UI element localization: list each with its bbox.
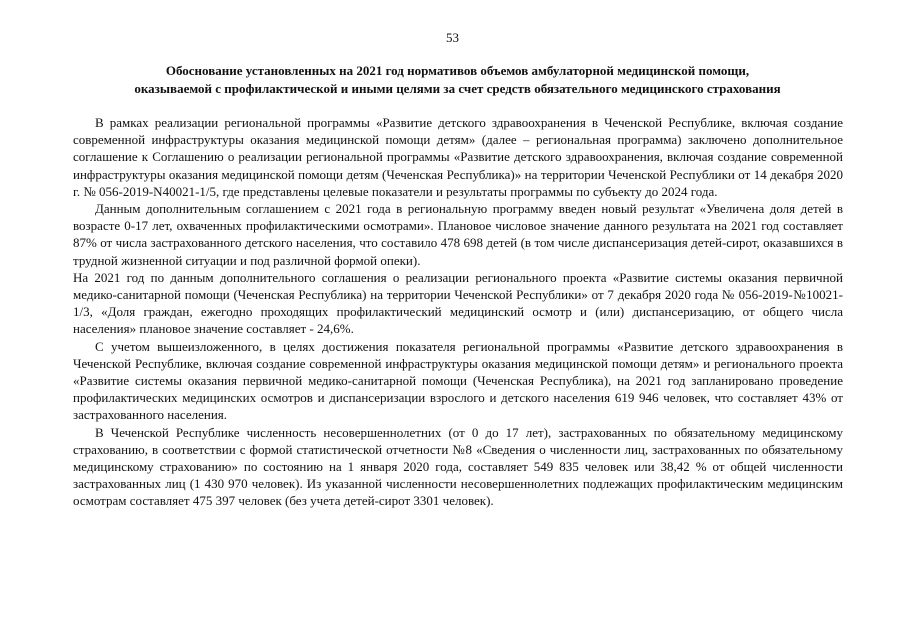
document-title-line-1: Обоснование установленных на 2021 год нормативов объемов амбулаторной медицинской помощи, (165, 63, 750, 78)
document-body (73, 114, 843, 510)
page-number: 53 (446, 30, 459, 45)
paragraph-regional-program: В рамках реализации региональной программы «Развитие детского здравоохранения в Чеченской Республике, включая создание современной инфраструктуры оказания медицинской помощи детям» (далее – региональная программа) заключено дополнительное соглашение к Соглашению о реализации региональной программы «Развитие детского здравоохранения, включая создание современной инфраструктуры оказания медицинской помощи детям (Чеченская Республика)» на территории Чеченской Республики от 14 декабря 2020 г. № 056-2019-N40021-1/5, где представлены целевые показатели и результаты программы по субъекту до 2024 года. (73, 115, 843, 199)
document-title (70, 62, 845, 98)
paragraph-regional-project: На 2021 год по данным дополнительного соглашения о реализации регионального проекта «Развитие системы оказания первичной медико-санитарной помощи (Чеченская Республика) на территории Чеченской Республики» от 7 декабря 2020 года № 056-2019-№10021-1/3, «Доля граждан, ежегодно проходящих профилактический медицинский осмотр и (или) диспансеризацию, от общего числа населения» плановое значение составляет - 24,6%. (73, 269, 843, 337)
document-title-line-2: оказываемой с профилактической и иными целями за счет средств обязательного медицинского страхования (134, 81, 781, 96)
paragraph-planned-examinations: С учетом вышеизложенного, в целях достижения показателя региональной программы «Развитие детского здравоохранения в Чеченской Республике, включая создание современной инфраструктуры оказания медицинской помощи детям» и регионального проекта «Развитие системы оказания первичной медико-санитарной помощи (Чеченская Республика), на 2021 год запланировано проведение профилактических медицинских осмотров и диспансеризации взрослого и детского населения 619 946 человек, что составляет 43% от застрахованного населения. (73, 338, 843, 423)
paragraph-minors-count: В Чеченской Республике численность несовершеннолетних (от 0 до 17 лет), застрахованных по обязательному медицинскому страхованию, в соответствии с формой статистической отчетности №8 «Сведения о численности лиц, застрахованных по обязательному медицинскому страхованию» по состоянию на 1 января 2020 года, составляет 549 835 человек или 38,42 % от общей численности застрахованных лиц (1 430 970 человек). Из указанной численности несовершеннолетних подлежащих профилактическим медицинским осмотрам составляет 475 397 человек (без учета детей-сирот 3301 человек). (73, 424, 843, 509)
paragraph-new-result: Данным дополнительным соглашением с 2021 года в региональную программу введен новый результат «Увеличена доля детей в возрасте 0-17 лет, охваченных профилактическими осмотрами». Плановое числовое значение данного результата на 2021 год составляет 87% от числа застрахованного детского населения, что составило 478 698 детей (в том числе диспансеризация детей-сирот, оказавшихся в трудной жизненной ситуации и под различной формой опеки). (73, 201, 843, 268)
